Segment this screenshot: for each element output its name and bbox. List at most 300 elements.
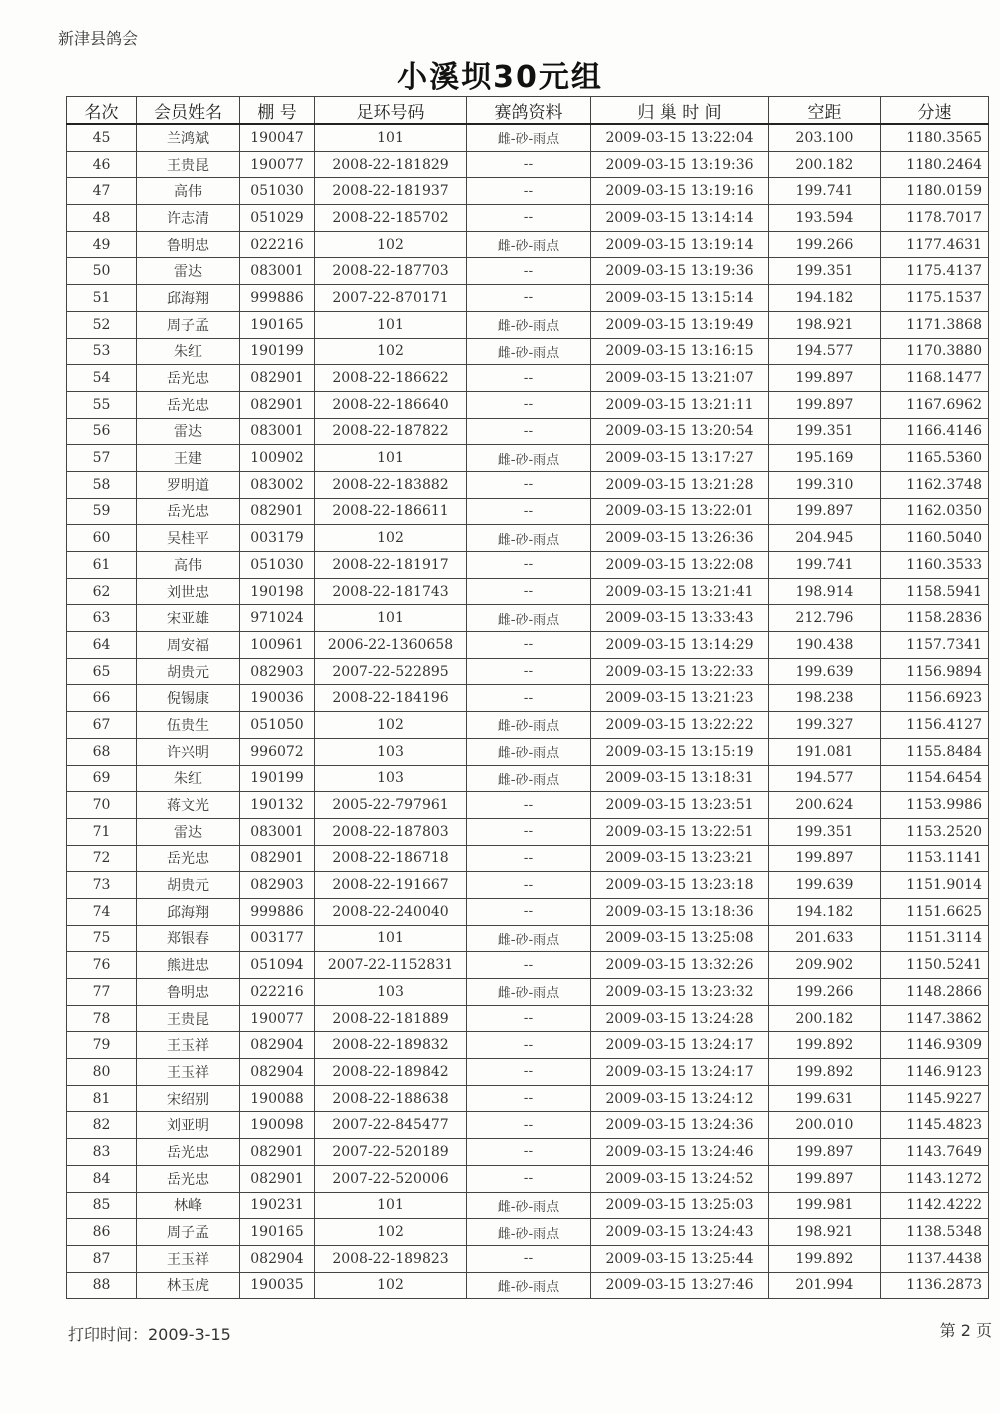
- rank-cell: 50: [67, 258, 137, 285]
- distance-cell: 199.631: [769, 1085, 881, 1112]
- pigeon-info-cell: --: [467, 1165, 591, 1192]
- return-time-cell: 2009-03-15 13:27:46: [591, 1272, 769, 1299]
- ring-number-cell: 101: [315, 1192, 467, 1219]
- ring-number-cell: 101: [315, 605, 467, 632]
- distance-cell: 199.351: [769, 818, 881, 845]
- table-row: [67, 124, 989, 151]
- column-header-rank: 名次: [67, 97, 137, 125]
- distance-cell: 203.100: [769, 124, 881, 151]
- table-row: [67, 578, 989, 605]
- return-time-cell: 2009-03-15 13:19:36: [591, 258, 769, 285]
- table-row: [67, 391, 989, 418]
- loft-number-cell: 003177: [240, 925, 315, 952]
- speed-cell: 1160.3533: [881, 552, 989, 579]
- table-row: [67, 872, 989, 899]
- member-name-cell: 熊进忠: [137, 952, 240, 979]
- return-time-cell: 2009-03-15 13:19:36: [591, 151, 769, 178]
- speed-cell: 1143.7649: [881, 1139, 989, 1166]
- ring-number-cell: 2008-22-186640: [315, 391, 467, 418]
- distance-cell: 200.010: [769, 1112, 881, 1139]
- pigeon-info-cell: --: [467, 1245, 591, 1272]
- speed-cell: 1145.4823: [881, 1112, 989, 1139]
- member-name-cell: 邱海翔: [137, 898, 240, 925]
- return-time-cell: 2009-03-15 13:24:17: [591, 1059, 769, 1086]
- ring-number-cell: 2008-22-186622: [315, 365, 467, 392]
- return-time-cell: 2009-03-15 13:25:44: [591, 1245, 769, 1272]
- ring-number-cell: 103: [315, 979, 467, 1006]
- speed-cell: 1178.7017: [881, 205, 989, 232]
- loft-number-cell: 190231: [240, 1192, 315, 1219]
- results-table: [66, 96, 989, 1299]
- ring-number-cell: 2008-22-185702: [315, 205, 467, 232]
- speed-cell: 1136.2873: [881, 1272, 989, 1299]
- return-time-cell: 2009-03-15 13:14:29: [591, 632, 769, 659]
- return-time-cell: 2009-03-15 13:23:21: [591, 845, 769, 872]
- pigeon-info-cell: --: [467, 391, 591, 418]
- rank-cell: 55: [67, 391, 137, 418]
- speed-cell: 1142.4222: [881, 1192, 989, 1219]
- speed-cell: 1146.9309: [881, 1032, 989, 1059]
- member-name-cell: 朱红: [137, 765, 240, 792]
- distance-cell: 201.994: [769, 1272, 881, 1299]
- loft-number-cell: 100902: [240, 445, 315, 472]
- rank-cell: 64: [67, 632, 137, 659]
- column-header-return-time: 归 巢 时 间: [591, 97, 769, 125]
- distance-cell: 199.897: [769, 845, 881, 872]
- distance-cell: 191.081: [769, 738, 881, 765]
- column-header-ring-number: 足环号码: [315, 97, 467, 125]
- rank-cell: 77: [67, 979, 137, 1006]
- ring-number-cell: 102: [315, 712, 467, 739]
- distance-cell: 199.327: [769, 712, 881, 739]
- pigeon-info-cell: 雌-砂-雨点: [467, 311, 591, 338]
- column-header-distance: 空距: [769, 97, 881, 125]
- ring-number-cell: 103: [315, 765, 467, 792]
- return-time-cell: 2009-03-15 13:19:16: [591, 178, 769, 205]
- loft-number-cell: 022216: [240, 231, 315, 258]
- table-row: [67, 845, 989, 872]
- member-name-cell: 刘亚明: [137, 1112, 240, 1139]
- table-row: [67, 205, 989, 232]
- distance-cell: 199.266: [769, 231, 881, 258]
- table-row: [67, 1245, 989, 1272]
- return-time-cell: 2009-03-15 13:17:27: [591, 445, 769, 472]
- distance-cell: 199.892: [769, 1032, 881, 1059]
- return-time-cell: 2009-03-15 13:19:49: [591, 311, 769, 338]
- pigeon-info-cell: --: [467, 872, 591, 899]
- speed-cell: 1153.2520: [881, 818, 989, 845]
- table-row: [67, 658, 989, 685]
- return-time-cell: 2009-03-15 13:24:36: [591, 1112, 769, 1139]
- member-name-cell: 岳光忠: [137, 845, 240, 872]
- rank-cell: 67: [67, 712, 137, 739]
- loft-number-cell: 083002: [240, 471, 315, 498]
- ring-number-cell: 2008-22-189823: [315, 1245, 467, 1272]
- member-name-cell: 高伟: [137, 552, 240, 579]
- rank-cell: 63: [67, 605, 137, 632]
- speed-cell: 1175.1537: [881, 285, 989, 312]
- speed-cell: 1150.5241: [881, 952, 989, 979]
- speed-cell: 1147.3862: [881, 1005, 989, 1032]
- speed-cell: 1158.2836: [881, 605, 989, 632]
- pigeon-info-cell: --: [467, 285, 591, 312]
- distance-cell: 199.639: [769, 658, 881, 685]
- speed-cell: 1138.5348: [881, 1219, 989, 1246]
- distance-cell: 194.577: [769, 338, 881, 365]
- ring-number-cell: 2007-22-520189: [315, 1139, 467, 1166]
- loft-number-cell: 082901: [240, 391, 315, 418]
- return-time-cell: 2009-03-15 13:22:01: [591, 498, 769, 525]
- rank-cell: 78: [67, 1005, 137, 1032]
- pigeon-info-cell: --: [467, 471, 591, 498]
- distance-cell: 198.238: [769, 685, 881, 712]
- distance-cell: 199.266: [769, 979, 881, 1006]
- loft-number-cell: 082903: [240, 872, 315, 899]
- table-body: [67, 124, 989, 1299]
- column-header-pigeon-info: 赛鸽资料: [467, 97, 591, 125]
- table-row: [67, 605, 989, 632]
- pigeon-info-cell: --: [467, 685, 591, 712]
- speed-cell: 1162.0350: [881, 498, 989, 525]
- pigeon-info-cell: 雌-砂-雨点: [467, 1192, 591, 1219]
- ring-number-cell: 2008-22-181829: [315, 151, 467, 178]
- member-name-cell: 蒋文光: [137, 792, 240, 819]
- distance-cell: 199.741: [769, 552, 881, 579]
- ring-number-cell: 2008-22-181917: [315, 552, 467, 579]
- return-time-cell: 2009-03-15 13:19:14: [591, 231, 769, 258]
- member-name-cell: 伍贵生: [137, 712, 240, 739]
- rank-cell: 53: [67, 338, 137, 365]
- loft-number-cell: 082901: [240, 1165, 315, 1192]
- return-time-cell: 2009-03-15 13:26:36: [591, 525, 769, 552]
- loft-number-cell: 996072: [240, 738, 315, 765]
- pigeon-info-cell: --: [467, 952, 591, 979]
- ring-number-cell: 102: [315, 338, 467, 365]
- distance-cell: 195.169: [769, 445, 881, 472]
- speed-cell: 1180.0159: [881, 178, 989, 205]
- ring-number-cell: 2007-22-520006: [315, 1165, 467, 1192]
- rank-cell: 45: [67, 124, 137, 151]
- member-name-cell: 王建: [137, 445, 240, 472]
- rank-cell: 84: [67, 1165, 137, 1192]
- speed-cell: 1151.3114: [881, 925, 989, 952]
- speed-cell: 1151.6625: [881, 898, 989, 925]
- page-number: 第 2 页: [939, 1321, 992, 1340]
- rank-cell: 51: [67, 285, 137, 312]
- table-row: [67, 178, 989, 205]
- speed-cell: 1158.5941: [881, 578, 989, 605]
- speed-cell: 1157.7341: [881, 632, 989, 659]
- return-time-cell: 2009-03-15 13:23:51: [591, 792, 769, 819]
- loft-number-cell: 190077: [240, 151, 315, 178]
- pigeon-info-cell: 雌-砂-雨点: [467, 338, 591, 365]
- member-name-cell: 岳光忠: [137, 365, 240, 392]
- loft-number-cell: 190132: [240, 792, 315, 819]
- table-row: [67, 1112, 989, 1139]
- table-row: [67, 525, 989, 552]
- return-time-cell: 2009-03-15 13:15:19: [591, 738, 769, 765]
- member-name-cell: 许志清: [137, 205, 240, 232]
- table-row: [67, 151, 989, 178]
- rank-cell: 81: [67, 1085, 137, 1112]
- loft-number-cell: 022216: [240, 979, 315, 1006]
- loft-number-cell: 190199: [240, 338, 315, 365]
- ring-number-cell: 2008-22-183882: [315, 471, 467, 498]
- table-header-row: [67, 97, 989, 125]
- distance-cell: 199.892: [769, 1245, 881, 1272]
- distance-cell: 194.182: [769, 898, 881, 925]
- rank-cell: 71: [67, 818, 137, 845]
- loft-number-cell: 051030: [240, 178, 315, 205]
- loft-number-cell: 190165: [240, 311, 315, 338]
- rank-cell: 59: [67, 498, 137, 525]
- return-time-cell: 2009-03-15 13:16:15: [591, 338, 769, 365]
- rank-cell: 61: [67, 552, 137, 579]
- table-row: [67, 445, 989, 472]
- speed-cell: 1145.9227: [881, 1085, 989, 1112]
- speed-cell: 1175.4137: [881, 258, 989, 285]
- loft-number-cell: 051030: [240, 552, 315, 579]
- loft-number-cell: 190199: [240, 765, 315, 792]
- ring-number-cell: 101: [315, 925, 467, 952]
- ring-number-cell: 2008-22-188638: [315, 1085, 467, 1112]
- ring-number-cell: 2008-22-187703: [315, 258, 467, 285]
- speed-cell: 1156.9894: [881, 658, 989, 685]
- ring-number-cell: 102: [315, 525, 467, 552]
- ring-number-cell: 103: [315, 738, 467, 765]
- ring-number-cell: 102: [315, 1219, 467, 1246]
- ring-number-cell: 101: [315, 124, 467, 151]
- return-time-cell: 2009-03-15 13:22:22: [591, 712, 769, 739]
- loft-number-cell: 082904: [240, 1245, 315, 1272]
- rank-cell: 87: [67, 1245, 137, 1272]
- distance-cell: 199.897: [769, 498, 881, 525]
- pigeon-info-cell: 雌-砂-雨点: [467, 979, 591, 1006]
- ring-number-cell: 2007-22-870171: [315, 285, 467, 312]
- member-name-cell: 雷达: [137, 418, 240, 445]
- distance-cell: 199.741: [769, 178, 881, 205]
- loft-number-cell: 083001: [240, 418, 315, 445]
- ring-number-cell: 2008-22-240040: [315, 898, 467, 925]
- return-time-cell: 2009-03-15 13:22:08: [591, 552, 769, 579]
- table-row: [67, 952, 989, 979]
- speed-cell: 1180.2464: [881, 151, 989, 178]
- ring-number-cell: 2007-22-845477: [315, 1112, 467, 1139]
- distance-cell: 200.624: [769, 792, 881, 819]
- return-time-cell: 2009-03-15 13:24:46: [591, 1139, 769, 1166]
- rank-cell: 47: [67, 178, 137, 205]
- table-row: [67, 338, 989, 365]
- member-name-cell: 雷达: [137, 818, 240, 845]
- rank-cell: 73: [67, 872, 137, 899]
- page-title: 小溪坝30元组: [397, 60, 603, 95]
- speed-cell: 1167.6962: [881, 391, 989, 418]
- table-row: [67, 552, 989, 579]
- return-time-cell: 2009-03-15 13:22:04: [591, 124, 769, 151]
- member-name-cell: 周安福: [137, 632, 240, 659]
- ring-number-cell: 2008-22-189832: [315, 1032, 467, 1059]
- rank-cell: 65: [67, 658, 137, 685]
- pigeon-info-cell: --: [467, 845, 591, 872]
- ring-number-cell: 101: [315, 445, 467, 472]
- member-name-cell: 周子孟: [137, 311, 240, 338]
- loft-number-cell: 190047: [240, 124, 315, 151]
- pigeon-info-cell: --: [467, 1059, 591, 1086]
- loft-number-cell: 999886: [240, 285, 315, 312]
- speed-cell: 1146.9123: [881, 1059, 989, 1086]
- pigeon-info-cell: --: [467, 1032, 591, 1059]
- member-name-cell: 周子孟: [137, 1219, 240, 1246]
- speed-cell: 1165.5360: [881, 445, 989, 472]
- distance-cell: 199.351: [769, 418, 881, 445]
- member-name-cell: 林玉虎: [137, 1272, 240, 1299]
- distance-cell: 199.310: [769, 471, 881, 498]
- pigeon-info-cell: 雌-砂-雨点: [467, 712, 591, 739]
- loft-number-cell: 082901: [240, 1139, 315, 1166]
- pigeon-info-cell: 雌-砂-雨点: [467, 925, 591, 952]
- loft-number-cell: 082904: [240, 1032, 315, 1059]
- speed-cell: 1168.1477: [881, 365, 989, 392]
- pigeon-info-cell: --: [467, 1005, 591, 1032]
- member-name-cell: 郑银春: [137, 925, 240, 952]
- return-time-cell: 2009-03-15 13:24:17: [591, 1032, 769, 1059]
- return-time-cell: 2009-03-15 13:22:33: [591, 658, 769, 685]
- return-time-cell: 2009-03-15 13:23:18: [591, 872, 769, 899]
- return-time-cell: 2009-03-15 13:24:52: [591, 1165, 769, 1192]
- pigeon-info-cell: 雌-砂-雨点: [467, 765, 591, 792]
- return-time-cell: 2009-03-15 13:21:41: [591, 578, 769, 605]
- member-name-cell: 王玉祥: [137, 1059, 240, 1086]
- table-row: [67, 818, 989, 845]
- pigeon-info-cell: 雌-砂-雨点: [467, 605, 591, 632]
- member-name-cell: 刘世忠: [137, 578, 240, 605]
- loft-number-cell: 190165: [240, 1219, 315, 1246]
- loft-number-cell: 082901: [240, 365, 315, 392]
- speed-cell: 1170.3880: [881, 338, 989, 365]
- member-name-cell: 王贵昆: [137, 151, 240, 178]
- loft-number-cell: 100961: [240, 632, 315, 659]
- loft-number-cell: 082903: [240, 658, 315, 685]
- table-row: [67, 712, 989, 739]
- member-name-cell: 兰鸿斌: [137, 124, 240, 151]
- member-name-cell: 胡贵元: [137, 658, 240, 685]
- distance-cell: 194.182: [769, 285, 881, 312]
- pigeon-info-cell: --: [467, 1139, 591, 1166]
- rank-cell: 49: [67, 231, 137, 258]
- loft-number-cell: 003179: [240, 525, 315, 552]
- table-row: [67, 925, 989, 952]
- pigeon-info-cell: 雌-砂-雨点: [467, 738, 591, 765]
- column-header-loft-number: 棚 号: [240, 97, 315, 125]
- member-name-cell: 吴桂平: [137, 525, 240, 552]
- rank-cell: 70: [67, 792, 137, 819]
- table-row: [67, 765, 989, 792]
- return-time-cell: 2009-03-15 13:21:23: [591, 685, 769, 712]
- member-name-cell: 邱海翔: [137, 285, 240, 312]
- rank-cell: 79: [67, 1032, 137, 1059]
- pigeon-info-cell: --: [467, 151, 591, 178]
- loft-number-cell: 190036: [240, 685, 315, 712]
- member-name-cell: 岳光忠: [137, 391, 240, 418]
- column-header-speed: 分速: [881, 97, 989, 125]
- return-time-cell: 2009-03-15 13:14:14: [591, 205, 769, 232]
- table-row: [67, 1272, 989, 1299]
- member-name-cell: 林峰: [137, 1192, 240, 1219]
- loft-number-cell: 082904: [240, 1059, 315, 1086]
- ring-number-cell: 2008-22-184196: [315, 685, 467, 712]
- organization-name: 新津县鸽会: [58, 29, 139, 48]
- ring-number-cell: 101: [315, 311, 467, 338]
- distance-cell: 198.921: [769, 1219, 881, 1246]
- return-time-cell: 2009-03-15 13:25:03: [591, 1192, 769, 1219]
- loft-number-cell: 082901: [240, 845, 315, 872]
- rank-cell: 66: [67, 685, 137, 712]
- table-row: [67, 311, 989, 338]
- return-time-cell: 2009-03-15 13:18:31: [591, 765, 769, 792]
- loft-number-cell: 190088: [240, 1085, 315, 1112]
- pigeon-info-cell: --: [467, 792, 591, 819]
- speed-cell: 1153.1141: [881, 845, 989, 872]
- rank-cell: 46: [67, 151, 137, 178]
- member-name-cell: 雷达: [137, 258, 240, 285]
- member-name-cell: 岳光忠: [137, 498, 240, 525]
- pigeon-info-cell: 雌-砂-雨点: [467, 231, 591, 258]
- loft-number-cell: 190198: [240, 578, 315, 605]
- member-name-cell: 高伟: [137, 178, 240, 205]
- member-name-cell: 王玉祥: [137, 1032, 240, 1059]
- column-header-member-name: 会员姓名: [137, 97, 240, 125]
- table-row: [67, 1219, 989, 1246]
- pigeon-info-cell: 雌-砂-雨点: [467, 525, 591, 552]
- distance-cell: 199.897: [769, 391, 881, 418]
- ring-number-cell: 102: [315, 231, 467, 258]
- rank-cell: 88: [67, 1272, 137, 1299]
- table-row: [67, 1059, 989, 1086]
- speed-cell: 1153.9986: [881, 792, 989, 819]
- return-time-cell: 2009-03-15 13:22:51: [591, 818, 769, 845]
- rank-cell: 75: [67, 925, 137, 952]
- loft-number-cell: 082901: [240, 498, 315, 525]
- ring-number-cell: 2008-22-186611: [315, 498, 467, 525]
- table-row: [67, 685, 989, 712]
- member-name-cell: 罗明道: [137, 471, 240, 498]
- distance-cell: 194.577: [769, 765, 881, 792]
- pigeon-info-cell: --: [467, 178, 591, 205]
- rank-cell: 72: [67, 845, 137, 872]
- speed-cell: 1166.4146: [881, 418, 989, 445]
- return-time-cell: 2009-03-15 13:15:14: [591, 285, 769, 312]
- rank-cell: 69: [67, 765, 137, 792]
- table-row: [67, 471, 989, 498]
- loft-number-cell: 999886: [240, 898, 315, 925]
- member-name-cell: 胡贵元: [137, 872, 240, 899]
- pigeon-info-cell: 雌-砂-雨点: [467, 445, 591, 472]
- table-row: [67, 258, 989, 285]
- table-row: [67, 1165, 989, 1192]
- loft-number-cell: 051050: [240, 712, 315, 739]
- ring-number-cell: 102: [315, 1272, 467, 1299]
- distance-cell: 199.981: [769, 1192, 881, 1219]
- return-time-cell: 2009-03-15 13:24:43: [591, 1219, 769, 1246]
- member-name-cell: 王贵昆: [137, 1005, 240, 1032]
- pigeon-info-cell: --: [467, 1112, 591, 1139]
- distance-cell: 199.897: [769, 365, 881, 392]
- member-name-cell: 倪锡康: [137, 685, 240, 712]
- pigeon-info-cell: --: [467, 418, 591, 445]
- ring-number-cell: 2008-22-187803: [315, 818, 467, 845]
- distance-cell: 200.182: [769, 1005, 881, 1032]
- member-name-cell: 岳光忠: [137, 1139, 240, 1166]
